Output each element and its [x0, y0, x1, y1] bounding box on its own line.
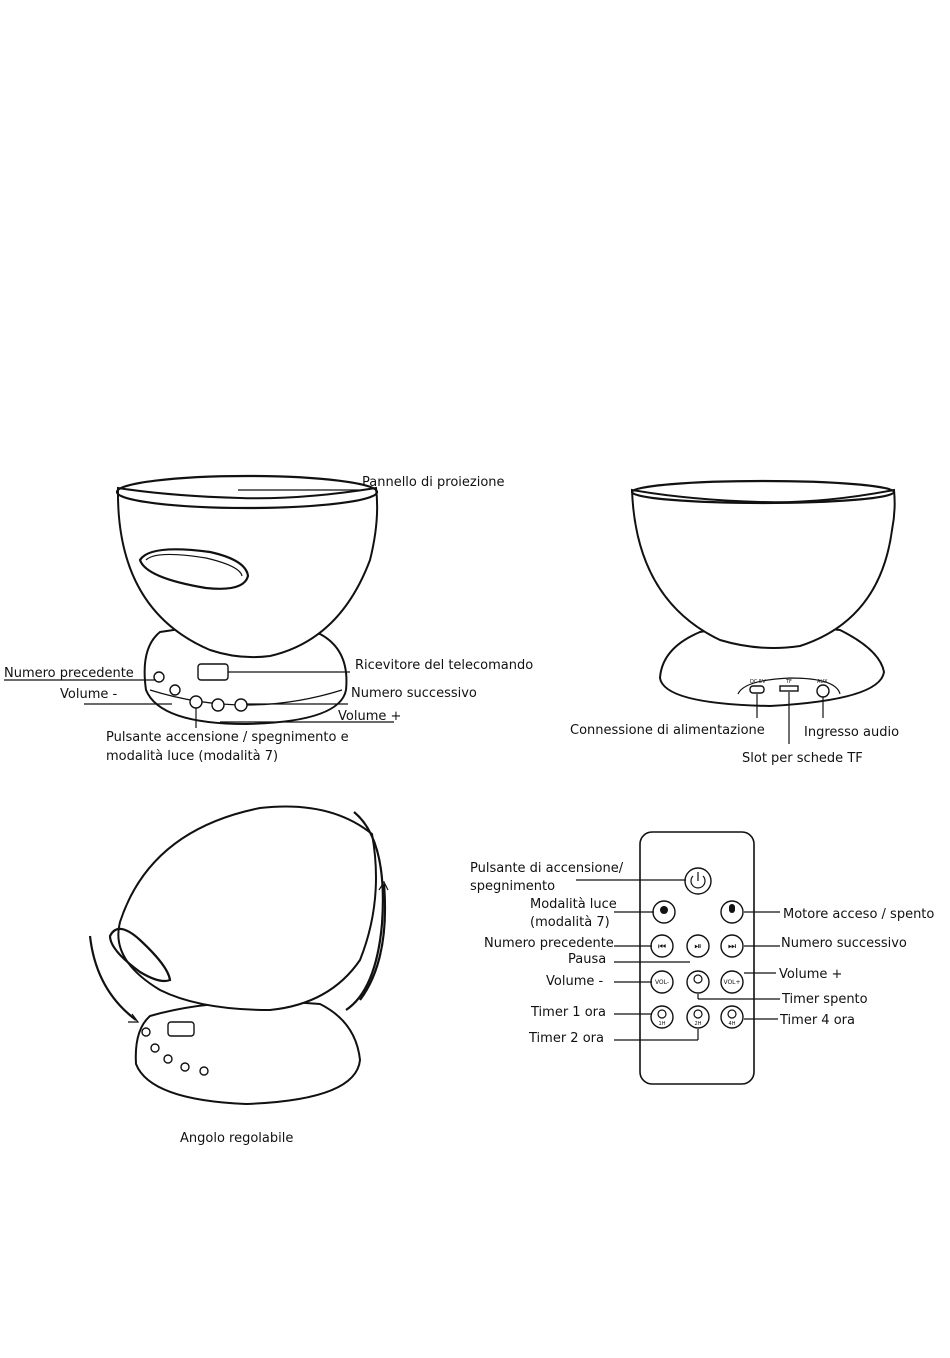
remote-1h-text: 1H [658, 1021, 666, 1027]
port-label-aux: AUX [817, 679, 828, 685]
side-button-4[interactable] [181, 1063, 189, 1071]
back-bowl [632, 490, 895, 648]
remote-vol-minus-text: VOL- [654, 979, 670, 986]
label-remote-power-2: spegnimento [470, 879, 556, 894]
label-remote-motor: Motore acceso / spento [783, 907, 935, 922]
base-volume-plus-button[interactable] [212, 699, 224, 711]
remote-4h-text: 4H [728, 1021, 736, 1027]
label-remote-power-1: Pulsante di accensione/ [470, 861, 624, 876]
label-remote-previous: Numero precedente [484, 936, 614, 951]
remote-volume-minus-button[interactable] [651, 971, 673, 993]
port-label-tf: TF [786, 679, 792, 685]
remote-receiver-window [198, 664, 228, 680]
label-remote-timer-off: Timer spento [782, 992, 868, 1007]
side-button-1[interactable] [142, 1028, 150, 1036]
next-icon: ⏭ [727, 942, 737, 952]
side-button-3[interactable] [164, 1055, 172, 1063]
label-remote-timer-2h: Timer 2 ora [529, 1031, 604, 1046]
previous-icon: ⏮ [657, 942, 667, 952]
back-bowl-rim [632, 481, 894, 503]
label-projection-panel: Pannello di proiezione [362, 475, 505, 490]
label-remote-volume-plus: Volume + [779, 967, 843, 982]
side-button-5[interactable] [200, 1067, 208, 1075]
remote-previous-button[interactable] [651, 935, 673, 957]
tf-slot [780, 686, 798, 691]
remote-timer-off-button[interactable] [687, 971, 709, 993]
remote-light-mode-button[interactable] [653, 901, 675, 923]
label-volume-plus: Volume + [338, 709, 402, 724]
label-remote-receiver: Ricevitore del telecomando [355, 658, 534, 673]
label-audio-input: Ingresso audio [804, 725, 900, 740]
label-remote-volume-minus: Volume - [546, 974, 604, 989]
side-button-2[interactable] [151, 1044, 159, 1052]
remote-timer-4h-button[interactable] [721, 1006, 743, 1028]
play-pause-icon: ⏯ [694, 942, 702, 952]
light-mode-icon [660, 906, 668, 914]
label-power-button-line2: modalità luce (modalità 7) [106, 749, 279, 764]
port-label-dc: DC 5V [750, 679, 766, 685]
remote-motor-button[interactable] [721, 901, 743, 923]
side-base [136, 1002, 360, 1104]
audio-port [817, 685, 829, 697]
remote-volume-plus-button[interactable] [721, 971, 743, 993]
label-power-connection: Connessione di alimentazione [570, 723, 765, 738]
remote-power-button[interactable] [685, 868, 711, 894]
label-remote-timer-4h: Timer 4 ora [780, 1013, 855, 1028]
base-next-button[interactable] [235, 699, 247, 711]
front-view-lamp [117, 476, 377, 724]
motor-icon [729, 904, 735, 913]
power-port [750, 686, 764, 693]
label-tf-slot: Slot per schede TF [742, 751, 863, 766]
label-volume-minus: Volume - [60, 687, 118, 702]
label-adjustable-angle: Angolo regolabile [180, 1131, 294, 1146]
remote-vol-plus-text: VOL+ [723, 979, 741, 986]
back-view-lamp [632, 481, 895, 706]
remote-play-pause-button[interactable] [687, 935, 709, 957]
side-receiver-window [168, 1022, 194, 1036]
side-view-lamp [90, 806, 388, 1104]
label-previous-number: Numero precedente [4, 666, 134, 681]
label-remote-light-mode-1: Modalità luce [530, 897, 617, 912]
label-next-number: Numero successivo [351, 686, 477, 701]
remote-timer-1h-button[interactable] [651, 1006, 673, 1028]
label-remote-timer-1h: Timer 1 ora [531, 1005, 606, 1020]
label-power-button-line1: Pulsante accensione / spegnimento e [106, 730, 349, 745]
base-power-button[interactable] [190, 696, 202, 708]
label-remote-light-mode-2: (modalità 7) [530, 915, 610, 930]
base-volume-minus-button[interactable] [170, 685, 180, 695]
remote-timer-2h-button[interactable] [687, 1006, 709, 1028]
remote-next-button[interactable] [721, 935, 743, 957]
label-remote-next: Numero successivo [781, 936, 907, 951]
label-remote-pause: Pausa [568, 952, 607, 967]
remote-2h-text: 2H [694, 1021, 702, 1027]
